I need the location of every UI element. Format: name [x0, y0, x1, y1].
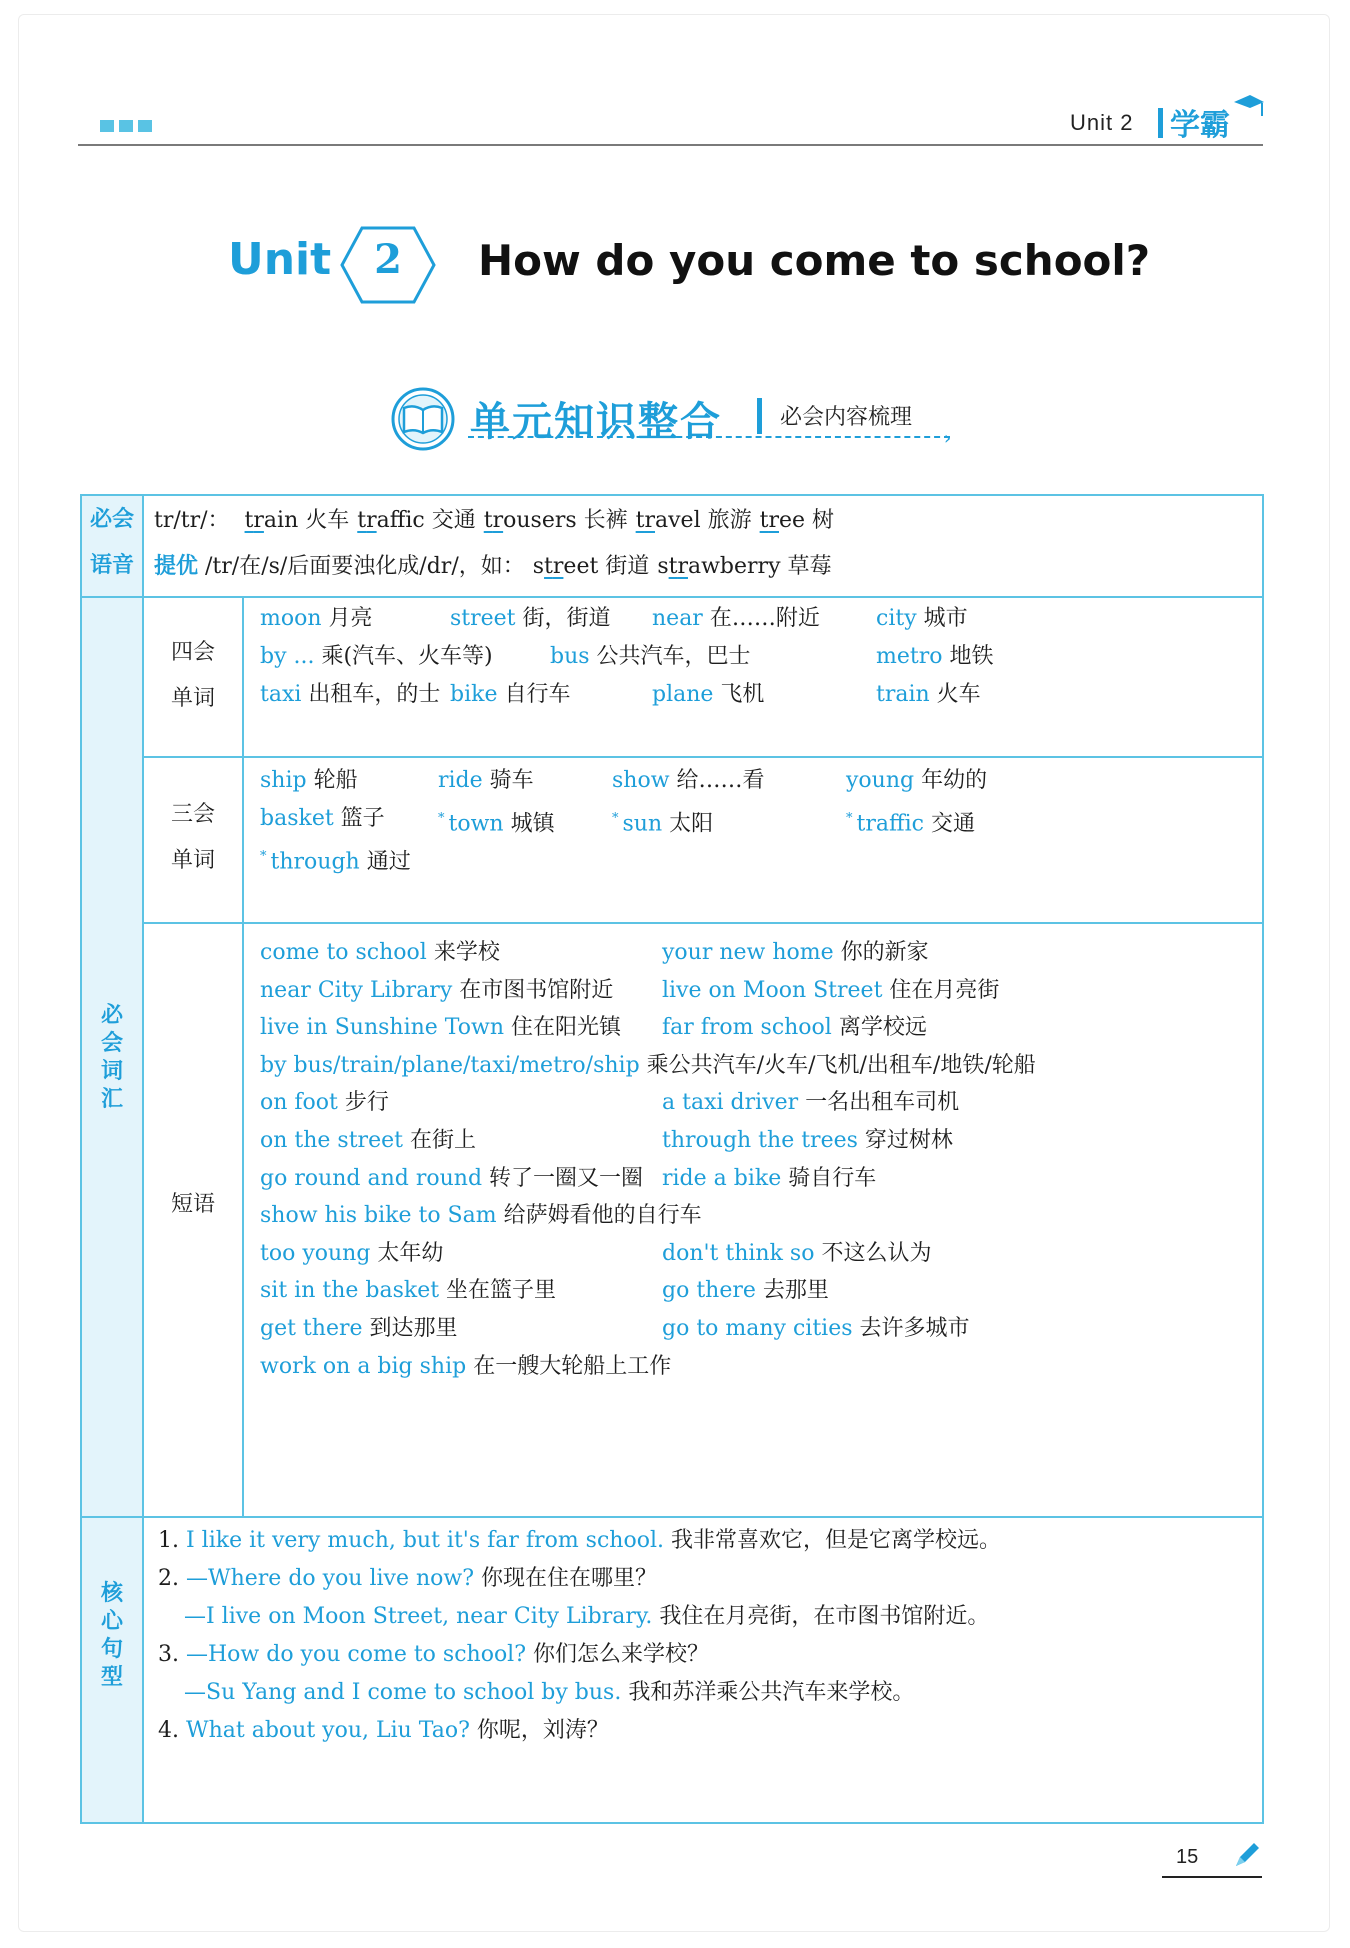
page-number: 15	[1176, 1846, 1199, 1868]
phrase-entry	[260, 1088, 389, 1118]
sentence-en: —Su Yang and I come to school by bus.	[184, 1680, 622, 1705]
sentence-zh: 我住在月亮街，在市图书馆附近。	[652, 1604, 990, 1629]
word-zh: 在……附近	[702, 606, 820, 631]
word-zh: 骑车	[482, 768, 534, 793]
phrase-zh: 住在阳光镇	[504, 1015, 622, 1041]
sentence-zh: 你呢，刘涛？	[469, 1718, 609, 1743]
word-en: by ...	[260, 644, 315, 669]
word-letter: t	[544, 554, 553, 579]
word-en: plane	[652, 682, 714, 707]
phrase-entry	[260, 976, 613, 1006]
label-line: 单词	[170, 686, 215, 711]
phonics-word	[245, 508, 350, 533]
star-marker: *	[846, 811, 853, 826]
word-zh: 自行车	[497, 682, 571, 707]
word-zh: 公共汽车，巴士	[589, 644, 751, 669]
phonics-line-2	[154, 552, 832, 582]
word-rest: ee	[779, 508, 806, 533]
word-en: show	[612, 768, 670, 793]
word-zh: 出租车，的士	[301, 682, 441, 707]
header-decoration	[100, 120, 152, 132]
phrase-zh: 骑自行车	[781, 1165, 877, 1191]
phrase-zh: 步行	[337, 1090, 389, 1116]
word-entry	[260, 604, 373, 634]
footer-rule	[1162, 1876, 1262, 1878]
word-rest: ousers	[503, 508, 577, 533]
sentence-number: 1.	[158, 1528, 186, 1553]
label-char: 句	[100, 1637, 123, 1662]
word-en: city	[876, 606, 917, 631]
phrase-entry	[260, 1201, 702, 1231]
pencil-icon	[1232, 1840, 1262, 1870]
phrases-label: 短语	[170, 1192, 215, 1217]
word-zh: 火车	[929, 682, 981, 707]
sentence-line	[184, 1678, 914, 1708]
phrase-entry	[260, 1352, 671, 1382]
word-letter: t	[483, 508, 493, 533]
phonics-label-line1: 必会	[89, 507, 134, 532]
word-rest: eet	[563, 554, 599, 579]
sentence-line	[158, 1564, 657, 1594]
word-letter: t	[357, 508, 367, 533]
label-line: 单词	[170, 848, 215, 873]
phrase-en: far from school	[662, 1015, 832, 1041]
unit-number: 2	[374, 236, 402, 283]
phrase-entry	[662, 1088, 959, 1118]
word-zh: 城市	[916, 606, 968, 631]
phrase-entry	[662, 938, 929, 968]
word-letter: r	[492, 508, 504, 533]
word-letter: t	[668, 554, 678, 579]
label-char: 核	[100, 1581, 123, 1606]
word-entry	[438, 804, 555, 839]
word-entry	[438, 766, 534, 796]
phonics-word	[760, 508, 834, 533]
label-char: 会	[100, 1031, 123, 1056]
phrase-zh: 你的新家	[833, 940, 929, 965]
phrase-en: go to many cities	[662, 1316, 853, 1341]
word-en: ship	[260, 768, 307, 793]
word-entry	[876, 680, 981, 710]
word-rest: ain	[263, 508, 299, 533]
header-divider	[1158, 108, 1163, 138]
phrase-entry	[260, 1314, 458, 1344]
phrase-entry	[662, 1013, 927, 1043]
word-letter: t	[635, 508, 645, 533]
sentence-zh: 我和苏洋乘公共汽车来学校。	[621, 1680, 915, 1705]
four-skill-label	[144, 630, 242, 722]
phrase-zh: 给萨姆看他的自行车	[496, 1203, 702, 1229]
word-entry	[260, 766, 358, 796]
sentence-line	[158, 1640, 709, 1670]
phrase-en: on the street	[260, 1128, 403, 1153]
label-line: 三会	[170, 802, 215, 827]
word-meaning: 街道	[598, 554, 650, 579]
phrase-en: go there	[662, 1278, 756, 1304]
phrase-entry	[662, 1239, 931, 1269]
knowledge-table	[80, 494, 1264, 1824]
phrase-en: go round and round	[260, 1165, 483, 1191]
label-line: 四会	[170, 640, 215, 665]
graduation-cap-icon	[1232, 92, 1266, 122]
phrase-en: get there	[260, 1316, 363, 1341]
phonics-word	[484, 508, 628, 533]
word-rest: awberry	[687, 554, 781, 579]
header-rule	[78, 144, 1263, 146]
word-entry	[612, 766, 765, 796]
word-en: bike	[450, 682, 498, 707]
word-entry	[612, 804, 713, 839]
phrase-en: too young	[260, 1240, 371, 1266]
phrase-zh: 乘公共汽车/火车/飞机/出租车/地铁/轮船	[639, 1052, 1036, 1078]
word-zh: 轮船	[306, 768, 358, 793]
word-letter: t	[759, 508, 769, 533]
phrase-en: your new home	[662, 940, 834, 965]
phrase-en: a taxi driver	[662, 1090, 799, 1116]
phrase-en: live on Moon Street	[662, 977, 883, 1003]
sentence-number: 3.	[158, 1642, 186, 1667]
phrase-zh: 去许多城市	[852, 1316, 970, 1341]
phrase-en: come to school	[260, 940, 427, 965]
word-meaning: 长裤	[576, 508, 628, 533]
word-en: basket	[260, 806, 334, 831]
word-entry	[652, 680, 764, 710]
word-letter: r	[366, 508, 377, 533]
sentence-number: 4.	[158, 1718, 186, 1743]
label-char: 词	[100, 1059, 123, 1084]
word-meaning: 旅游	[700, 508, 752, 533]
phonics-word	[533, 554, 650, 579]
label-char: 心	[100, 1609, 123, 1634]
phrase-en: near City Library	[260, 977, 453, 1003]
word-entry	[876, 604, 968, 634]
word-entry	[846, 804, 975, 839]
phrase-en: show his bike to Sam	[260, 1203, 497, 1229]
sentence-zh: 我非常喜欢它，但是它离学校远。	[663, 1528, 1001, 1553]
phonics-word	[357, 508, 475, 533]
word-letter: r	[677, 554, 688, 579]
word-zh: 给……看	[669, 768, 765, 793]
word-en: sun	[622, 811, 663, 837]
phrase-zh: 转了一圈又一圈	[482, 1165, 644, 1191]
section-divider	[757, 398, 762, 434]
word-entry	[876, 642, 993, 672]
phonics-label-line2: 语音	[89, 553, 134, 578]
word-zh: 城镇	[503, 811, 555, 837]
word-zh: 月亮	[321, 606, 373, 631]
phrase-entry	[260, 1239, 443, 1269]
sentence-line	[158, 1716, 609, 1746]
word-zh: 街，街道	[515, 606, 611, 631]
sentence-en: —Where do you live now?	[185, 1566, 475, 1591]
phrase-en: sit in the basket	[260, 1278, 440, 1304]
word-en: town	[448, 811, 504, 837]
header-brand-logo: 学霸	[1170, 108, 1230, 143]
phrase-zh: 不这么认为	[814, 1240, 932, 1266]
word-meaning: 交通	[424, 508, 476, 533]
sentence-number: 2.	[158, 1566, 186, 1591]
phrase-zh: 离学校远	[831, 1015, 927, 1041]
word-letter: t	[244, 508, 254, 533]
word-zh: 通过	[359, 849, 411, 875]
sentences-label	[82, 1580, 142, 1692]
star-marker: *	[260, 849, 267, 864]
word-letter: r	[253, 508, 264, 533]
phrase-entry	[260, 1051, 1036, 1081]
phrase-entry	[662, 1276, 829, 1306]
section-subtitle: 必会内容梳理	[780, 405, 913, 430]
word-en: metro	[876, 644, 943, 669]
phrase-zh: 在一艘大轮船上工作	[466, 1353, 672, 1379]
phonics-line-1: tr/tr/： train 火车 traffic 交通 trousers 长裤 travel 旅游 tree 树	[154, 508, 835, 533]
word-zh: 飞机	[713, 682, 765, 707]
phrase-zh: 在街上	[402, 1128, 476, 1153]
phonics-word	[657, 554, 831, 579]
phrase-entry	[662, 976, 999, 1006]
word-en: street	[450, 606, 516, 631]
phrase-entry	[260, 1013, 621, 1043]
word-zh: 乘(汽车、火车等)	[314, 644, 493, 669]
phonics-word	[636, 508, 752, 533]
word-en: through	[270, 849, 360, 875]
arrow-right-icon: ›	[944, 428, 952, 449]
word-meaning: 树	[805, 508, 835, 533]
word-entry	[846, 766, 987, 796]
word-zh: 年幼的	[914, 768, 988, 793]
phrase-en: don't think so	[662, 1240, 815, 1266]
word-entry	[260, 842, 411, 877]
phrase-zh: 到达那里	[362, 1316, 458, 1341]
phrase-entry	[662, 1314, 970, 1344]
word-en: ride	[438, 768, 483, 793]
phrase-zh: 穿过树林	[857, 1128, 953, 1153]
phrase-zh: 住在月亮街	[882, 977, 1000, 1003]
phrase-en: ride a bike	[662, 1165, 782, 1191]
phrase-en: by bus/train/plane/taxi/metro/ship	[260, 1052, 640, 1078]
word-entry	[260, 642, 493, 672]
sentence-line	[158, 1526, 1001, 1556]
word-meaning: 火车	[298, 508, 350, 533]
word-entry	[450, 680, 570, 710]
phrase-entry	[260, 938, 500, 968]
sentence-en: What about you, Liu Tao?	[185, 1718, 470, 1743]
unit-word: Unit	[228, 234, 332, 285]
word-zh: 太阳	[662, 811, 714, 837]
phrase-en: live in Sunshine Town	[260, 1015, 505, 1041]
word-en: traffic	[856, 811, 924, 837]
label-char: 必	[100, 1003, 123, 1028]
label-char: 型	[100, 1665, 123, 1690]
word-prefix: s	[657, 554, 669, 579]
word-prefix: s	[532, 554, 545, 579]
word-en: taxi	[260, 682, 302, 707]
phrase-en: work on a big ship	[260, 1353, 467, 1379]
header-unit-label: Unit 2	[1070, 110, 1134, 135]
word-meaning: 草莓	[780, 554, 832, 579]
open-book-icon	[390, 386, 456, 452]
sentence-en: I like it very much, but it's far from school.	[185, 1528, 664, 1553]
word-en: near	[652, 606, 703, 631]
star-marker: *	[612, 811, 619, 826]
phrase-entry	[662, 1126, 953, 1156]
word-entry	[260, 680, 440, 710]
word-en: train	[876, 682, 930, 707]
word-zh: 地铁	[942, 644, 994, 669]
word-zh: 篮子	[333, 806, 385, 831]
word-en: bus	[550, 644, 590, 669]
sentence-line	[184, 1602, 989, 1632]
phrase-entry	[662, 1164, 876, 1194]
word-entry	[550, 642, 751, 672]
word-rest: avel	[655, 508, 701, 533]
word-entry	[260, 804, 385, 834]
sentence-en: —I live on Moon Street, near City Library.	[184, 1604, 653, 1629]
vocab-label	[82, 1002, 142, 1114]
phrase-entry	[260, 1126, 476, 1156]
phrase-zh: 坐在篮子里	[439, 1278, 557, 1304]
phrase-zh: 来学校	[426, 940, 500, 965]
star-marker: *	[438, 811, 445, 826]
phrase-entry	[260, 1164, 643, 1194]
phrase-en: on foot	[260, 1090, 338, 1116]
word-letter: r	[768, 508, 779, 533]
sentence-en: —How do you come to school?	[185, 1642, 527, 1667]
phrase-en: through the trees	[662, 1128, 858, 1153]
phrase-zh: 去那里	[755, 1278, 829, 1304]
tip-text: /tr/在/s/后面要浊化成/dr/，如：	[205, 554, 525, 579]
word-en: young	[846, 768, 915, 793]
tip-label: 提优	[154, 554, 199, 579]
three-skill-label	[144, 792, 242, 884]
word-letter: r	[552, 554, 564, 579]
label-char: 汇	[100, 1087, 123, 1112]
phrase-zh: 在市图书馆附近	[452, 977, 614, 1003]
phrase-zh: 一名出租车司机	[798, 1090, 960, 1116]
word-entry	[652, 604, 820, 634]
word-rest: affic	[376, 508, 425, 533]
word-en: moon	[260, 606, 322, 631]
lesson-title: How do you come to school?	[478, 236, 1151, 285]
phrase-entry	[260, 1276, 556, 1306]
word-entry	[450, 604, 611, 634]
phrase-zh: 太年幼	[370, 1240, 444, 1266]
section-underline	[468, 436, 950, 438]
section-title: 单元知识整合	[470, 399, 722, 445]
word-letter: r	[644, 508, 656, 533]
word-zh: 交通	[923, 811, 975, 837]
sentence-zh: 你现在住在哪里？	[474, 1566, 658, 1591]
sentence-zh: 你们怎么来学校？	[526, 1642, 710, 1667]
